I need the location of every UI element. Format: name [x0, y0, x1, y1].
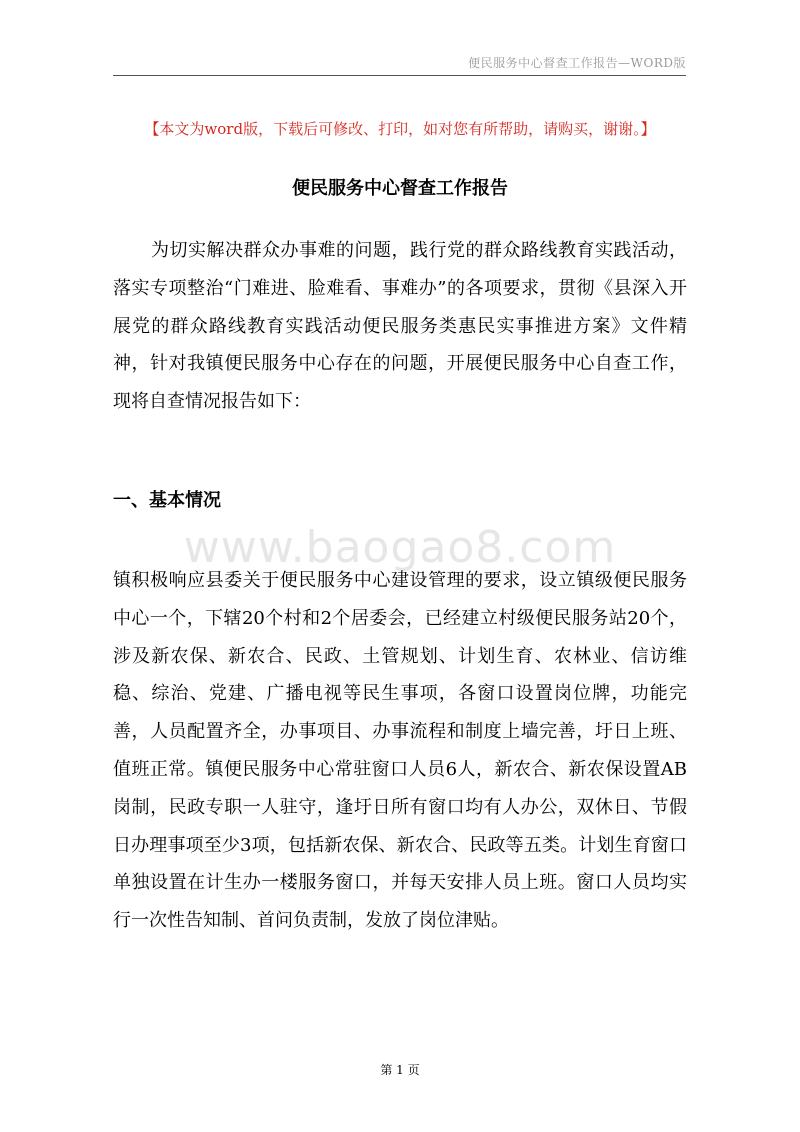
section-heading-basic-situation: 一、基本情况	[113, 490, 221, 511]
purchase-notice: 【本文为word版，下载后可修改、打印，如对您有所帮助，请购买，谢谢。】	[144, 120, 656, 138]
header-rule	[113, 75, 686, 76]
intro-paragraph: 为切实解决群众办事难的问题，践行党的群众路线教育实践活动，落实专项整治“门难进、脸难看、事难办”的各项要求，贯彻《县深入开展党的群众路线教育实践活动便民服务类惠民实事推进方案》文件精神，针对我镇便民服务中心存在的问题，开展便民服务中心自查工作，现将自查情况报告如下：	[113, 240, 687, 413]
watermark: www.baogao8.com	[183, 522, 617, 573]
document-title: 便民服务中心督查工作报告	[292, 178, 508, 199]
section-body-paragraph: 镇积极响应县委关于便民服务中心建设管理的要求，设立镇级便民服务中心一个，下辖20个村和2个居委会，已经建立村级便民服务站20个，涉及新农保、新农合、民政、土管规划、计划生育、农林业、信访维稳、综治、党建、广播电视等民生事项，各窗口设置岗位牌，功能完善，人员配置齐全，办事项目、办事流程和制度上墙完善，圩日上班、值班正常。镇便民服务中心常驻窗口人员6人，新农合、新农保设置AB岗制，民政专职一人驻守，逢圩日所有窗口均有人办公，双休日、节假日办理事项至少3项，包括新农保、新农合、民政等五类。计划生育窗口单独设置在计生办一楼服务窗口，并每天安排人员上班。窗口人员均实行一次性告知制、首问负责制，发放了岗位津贴。	[113, 570, 687, 932]
page-number: 第 1 页	[380, 1063, 420, 1077]
running-header: 便民服务中心督查工作报告—WORD版	[468, 56, 686, 70]
